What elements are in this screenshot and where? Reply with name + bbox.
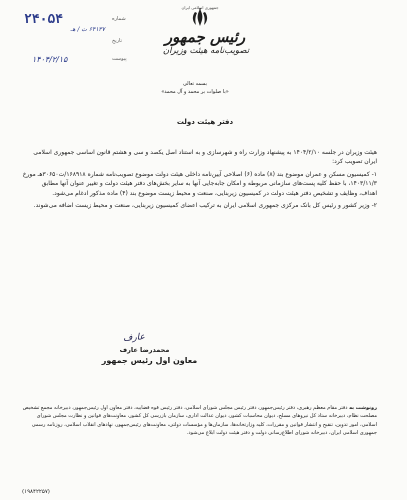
salutation-line: «با صلوات بر محمد و آل محمد» <box>161 89 229 95</box>
copies-recipients: دفتر مقام معظم رهبری، دفتر رئیس‌جمهور، دفتر رئیس مجلس شورای اسلامی، دفتر رئیس قوه قضاییه، دفتر معاون اول رئیس‌جمهور، دبیرخانه مجمع تشخیص مصلحت نظام، دبیرخانه ستاد کل نیروهای مسلح، دیوان محاسبات کشور، دیوان عدالت اداری، سازمان بازرسی کل کشور، معاونت‌های قوانین و نظارت مجلس شورای اسلامی، امور تدوین، تنقیح و انتشار قوانین و مقررات، کلیه وزارتخانه‌ها، سازمان‌ها و مؤسسات دولتی، معاونت‌های رئیس‌جمهور، نهادهای انقلاب اسلامی، روزنامه رسمی جمهوری اسلامی ایران، دبیرخانه شورای اطلاع‌رسانی دولت و دفتر هیئت دولت ابلاغ می‌شود. <box>22 405 377 436</box>
invocation-line: بسمه تعالی <box>182 81 208 87</box>
org-title: رئیس جمهور <box>164 28 246 46</box>
addressee: دفتر هیئت دولت <box>176 118 234 126</box>
number-label: شماره <box>112 16 126 22</box>
copies-lead: رونوشت به <box>349 405 377 411</box>
signature: عارف <box>122 332 146 344</box>
date-label: تاریخ <box>112 38 122 44</box>
country-name: جمهوری اسلامی ایران <box>181 5 219 10</box>
decree-heading: تصویب‌نامه هیئت وزیران <box>162 46 250 56</box>
decree-body <box>22 148 377 210</box>
body-item-1: ۱- کمیسیون مسکن و عمران موضوع بند (۸) ماده (۶) اصلاحی آیین‌نامه داخلی هیئت دولت موضوع تصویب‌نامه شماره ۱۶۸۹۱۸/ت۳۰۶۵۰هـ مورخ ۱۴۰۳/۱۱/۳، با حفظ کلیه پست‌های سازمانی مربوطه و امکان جابه‌جایی آنها به سایر بخش‌های دفتر هیئت دولت و تغییر عنوان آنها مطابق اهداف، وظایف و تشخیص دفتر هیئت دولت در کمیسیون زیربنایی، صنعت و محیط زیست موضوع بند (۴) ماده مذکور ادغام می‌شود. <box>22 170 377 197</box>
body-intro: هیئت وزیران در جلسه ۱۴۰۴/۲/۱۰ به پیشنهاد وزارت راه و شهرسازی و به استناد اصل یکصد و سی و هشتم قانون اساسی جمهوری اسلامی ایران تصویب کرد: <box>33 149 377 166</box>
body-item-2: ۲- وزیر کشور و رئیس کل بانک مرکزی جمهوری اسلامی ایران به ترکیب اعضای کمیسیون زیربنایی، صنعت و محیط زیست اضافه می‌شوند. <box>33 202 377 210</box>
signatory-title: معاون اول رئیس جمهور <box>101 356 198 365</box>
handwritten-date: ۱۴۰۴/۲/۱۵ <box>32 55 68 64</box>
copies-section <box>22 404 377 437</box>
attachment-label: پیوست <box>112 56 127 62</box>
signatory-name: محمدرضا عارف <box>119 346 170 354</box>
footer-number: (۱۹۸۴۲۲۵۷) <box>22 489 50 495</box>
iran-emblem-icon <box>189 7 211 29</box>
handwritten-number: ۶۴۱۳۷ ت / هـ <box>70 26 105 33</box>
reference-number: ۲۴۰۵۴ <box>24 12 64 27</box>
